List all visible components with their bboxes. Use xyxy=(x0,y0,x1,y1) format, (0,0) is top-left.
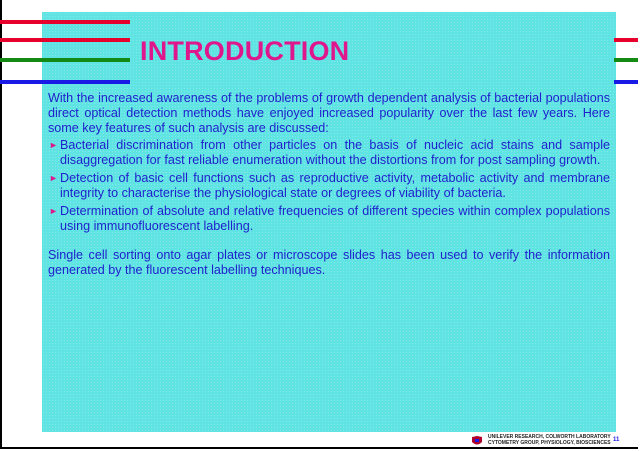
left-green-stripe xyxy=(0,58,130,62)
right-green-stripe xyxy=(614,58,638,62)
arrow-bullet-icon: ► xyxy=(49,140,58,150)
right-blue-stripe xyxy=(614,80,638,84)
footer xyxy=(470,434,638,450)
footer-affiliation xyxy=(488,434,612,446)
left-red-stripe-2 xyxy=(0,38,130,42)
footer-line-2: CYTOMETRY GROUP, PHYSIOLOGY, BIOSCIENCES xyxy=(488,440,611,446)
footer-line-1: UNILEVER RESEARCH, COLWORTH LABORATORY xyxy=(488,434,611,440)
arrow-bullet-icon: ► xyxy=(49,173,58,183)
closing-paragraph: Single cell sorting onto agar plates or microscope slides has been used to verify the information generated by the fluorescent labelling techniques. xyxy=(48,248,610,277)
feature-text: Bacterial discrimination from other particles on the basis of nucleic acid stains and sample disaggregation for fast reliable enumeration without the distortions from for post sampling growth. xyxy=(60,138,610,167)
feature-item xyxy=(48,171,610,201)
slide-body xyxy=(48,91,610,278)
right-red-stripe xyxy=(614,38,638,42)
unilever-logo-icon xyxy=(470,435,484,447)
feature-item xyxy=(48,138,610,168)
feature-list xyxy=(48,138,610,234)
left-blue-stripe xyxy=(0,80,130,84)
left-red-stripe-top xyxy=(0,20,130,24)
page-number: 11 xyxy=(613,437,620,443)
arrow-bullet-icon: ► xyxy=(49,206,58,216)
feature-text: Determination of absolute and relative frequencies of different species within complex populations using immunofluorescent labelling. xyxy=(60,204,610,233)
intro-paragraph: With the increased awareness of the problems of growth dependent analysis of bacterial populations direct optical detection methods have enjoyed increased popularity over the last few years. Here some key features of such analysis are discussed: xyxy=(48,91,610,135)
feature-text: Detection of basic cell functions such as reproductive activity, metabolic activity and membrane integrity to characterise the physiological state or degrees of viability of bacteria. xyxy=(60,171,610,200)
feature-item xyxy=(48,204,610,234)
slide-title: INTRODUCTION xyxy=(140,36,350,66)
